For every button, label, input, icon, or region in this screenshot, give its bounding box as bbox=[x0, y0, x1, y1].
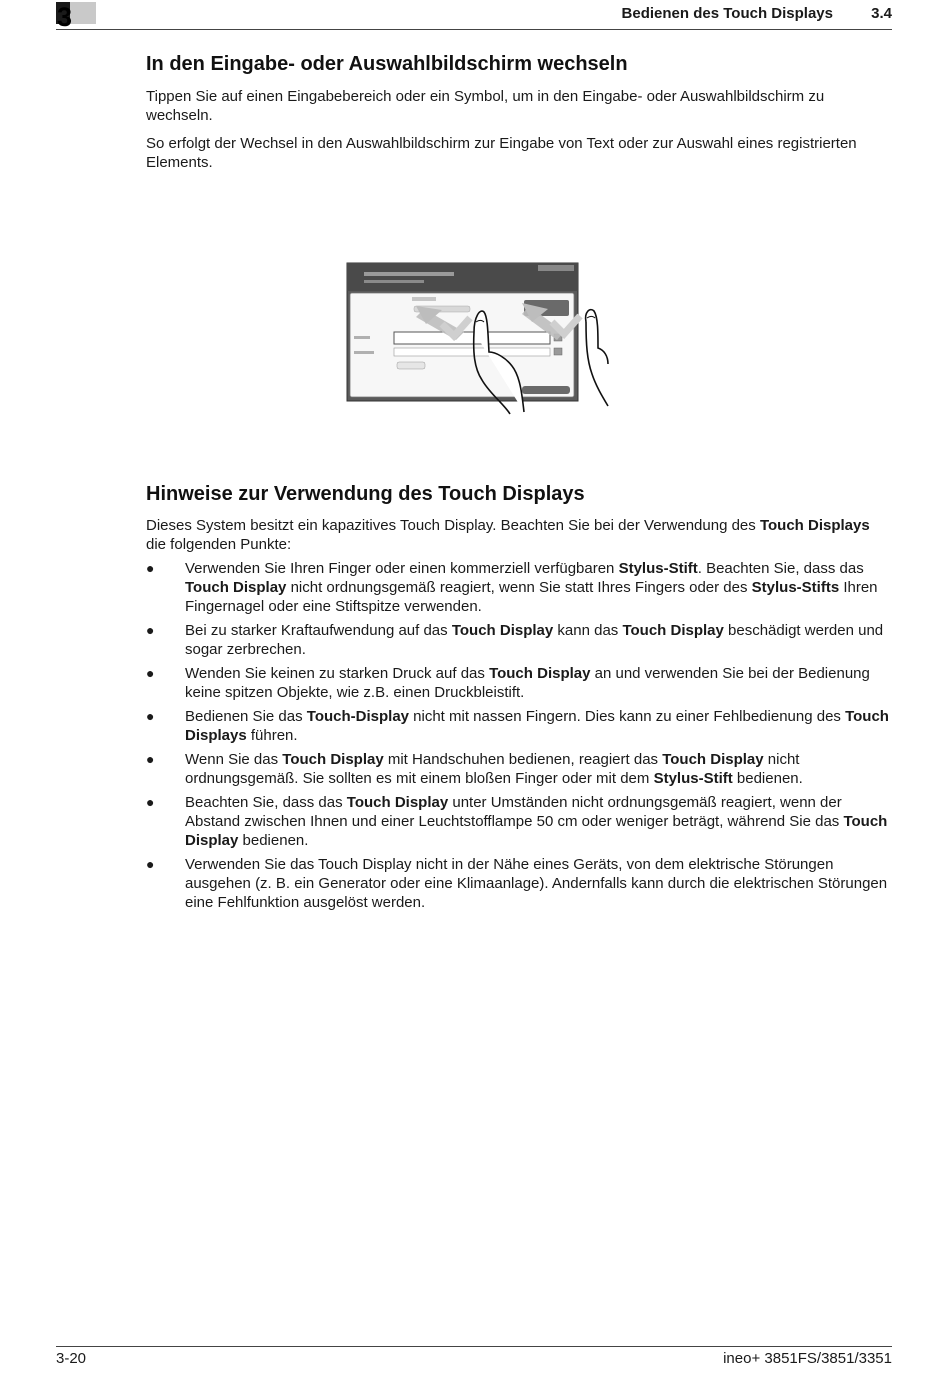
list-item bbox=[146, 621, 890, 659]
bold-term: Touch Display bbox=[662, 751, 764, 768]
header-rule bbox=[56, 29, 892, 30]
footer-rule bbox=[56, 1346, 892, 1347]
bold-term: Touch Display bbox=[185, 579, 287, 596]
bullet-icon: ● bbox=[146, 751, 155, 767]
bullet-icon: ● bbox=[146, 560, 155, 576]
bold-term: Touch Display bbox=[346, 794, 449, 811]
text: kann das bbox=[553, 622, 623, 639]
running-header-title: Bedienen des Touch Displays bbox=[621, 5, 833, 22]
bold-term: Touch Display bbox=[185, 813, 888, 849]
bold-term: Touch-Display bbox=[306, 708, 409, 725]
text: . Beachten Sie, dass das bbox=[697, 560, 864, 577]
text: mit Handschuhen bedienen, reagiert das bbox=[383, 751, 663, 768]
text: nicht ordnungsgemäß reagiert, wenn Sie statt Ihres Fingers oder des bbox=[286, 579, 752, 596]
bold-term: Stylus-Stift bbox=[618, 560, 698, 577]
text: bedienen. bbox=[238, 832, 309, 849]
bullet-icon: ● bbox=[146, 665, 155, 681]
bold-term: Touch Displays bbox=[185, 708, 889, 744]
running-header-section: 3.4 bbox=[871, 5, 892, 22]
text: führen. bbox=[246, 727, 298, 744]
bold-term: Touch Display bbox=[489, 665, 591, 682]
chapter-number: 3 bbox=[57, 2, 73, 32]
text: unter Umständen nicht ordnungsgemäß reagiert, wenn der Abstand zwischen Ihnen und einer Leuchtstofflampe 50 cm oder weniger beträgt, während Sie das bbox=[185, 794, 844, 830]
paragraph: Tippen Sie auf einen Eingabebereich oder ein Symbol, um in den Eingabe- oder Auswahlbildschirm zu wechseln. bbox=[146, 88, 825, 124]
text: Bei zu starker Kraftaufwendung auf das bbox=[185, 622, 452, 639]
text: Ihren Fingernagel oder eine Stiftspitze verwenden. bbox=[185, 579, 878, 615]
intro-paragraph bbox=[146, 516, 890, 554]
bullet-icon: ● bbox=[146, 708, 155, 724]
bullet-icon: ● bbox=[146, 622, 155, 638]
list-item bbox=[146, 664, 890, 702]
paragraph: So erfolgt der Wechsel in den Auswahlbildschirm zur Eingabe von Text oder zur Auswahl eines registrierten Elements. bbox=[146, 135, 857, 171]
section-heading: In den Eingabe- oder Auswahlbildschirm wechseln bbox=[146, 53, 628, 75]
bold-term: Touch Displays bbox=[759, 517, 870, 534]
bold-term: Touch Display bbox=[451, 622, 554, 639]
text: Wenden Sie keinen zu starken Druck auf das bbox=[185, 665, 490, 682]
text: bedienen. bbox=[732, 770, 803, 787]
touch-display-illustration bbox=[346, 262, 610, 417]
bold-term: Stylus-Stifts bbox=[751, 579, 840, 596]
text: an und verwenden Sie bei der Bedienung keine spitzen Objekte, wie z.B. einen Druckbleistift. bbox=[185, 665, 870, 701]
text: Verwenden Sie das Touch Display nicht in der Nähe eines Geräts, von dem elektrische Störungen ausgehen (z. B. ein Generator oder eine Klimaanlage). Andernfalls kann durch die elektrischen Störungen eine Fehlfunktion ausgelöst werden. bbox=[185, 856, 888, 911]
text: beschädigt werden und sogar zerbrechen. bbox=[185, 622, 884, 658]
notes-list bbox=[146, 559, 890, 912]
list-item bbox=[146, 707, 890, 745]
bold-term: Touch Display bbox=[622, 622, 724, 639]
text: nicht mit nassen Fingern. Dies kann zu einer Fehlbedienung des bbox=[409, 708, 846, 725]
bold-term: Touch Display bbox=[282, 751, 384, 768]
touch-display-illustration-graphic bbox=[346, 262, 610, 417]
text: die folgenden Punkte: bbox=[146, 536, 292, 553]
list-item bbox=[146, 855, 890, 912]
bullet-icon: ● bbox=[146, 856, 155, 872]
section-switch-screens bbox=[146, 52, 890, 172]
list-item bbox=[146, 750, 890, 788]
section-touch-display-notes bbox=[146, 482, 890, 917]
bold-term: Stylus-Stift bbox=[653, 770, 733, 787]
text: nicht ordnungsgemäß. Sie sollten es mit einem bloßen Finger oder mit dem bbox=[185, 751, 800, 787]
text: Verwenden Sie Ihren Finger oder einen kommerziell verfügbaren bbox=[185, 560, 619, 577]
list-item bbox=[146, 559, 890, 616]
list-item bbox=[146, 793, 890, 850]
section-heading: Hinweise zur Verwendung des Touch Displays bbox=[146, 483, 585, 505]
model-name: ineo+ 3851FS/3851/3351 bbox=[723, 1350, 892, 1367]
text: Dieses System besitzt ein kapazitives Touch Display. Beachten Sie bei der Verwendung des bbox=[146, 517, 760, 534]
text: Beachten Sie, dass das bbox=[185, 794, 347, 811]
bullet-icon: ● bbox=[146, 794, 155, 810]
text: Bedienen Sie das bbox=[185, 708, 307, 725]
page-number: 3-20 bbox=[56, 1350, 87, 1367]
text: Wenn Sie das bbox=[185, 751, 283, 768]
